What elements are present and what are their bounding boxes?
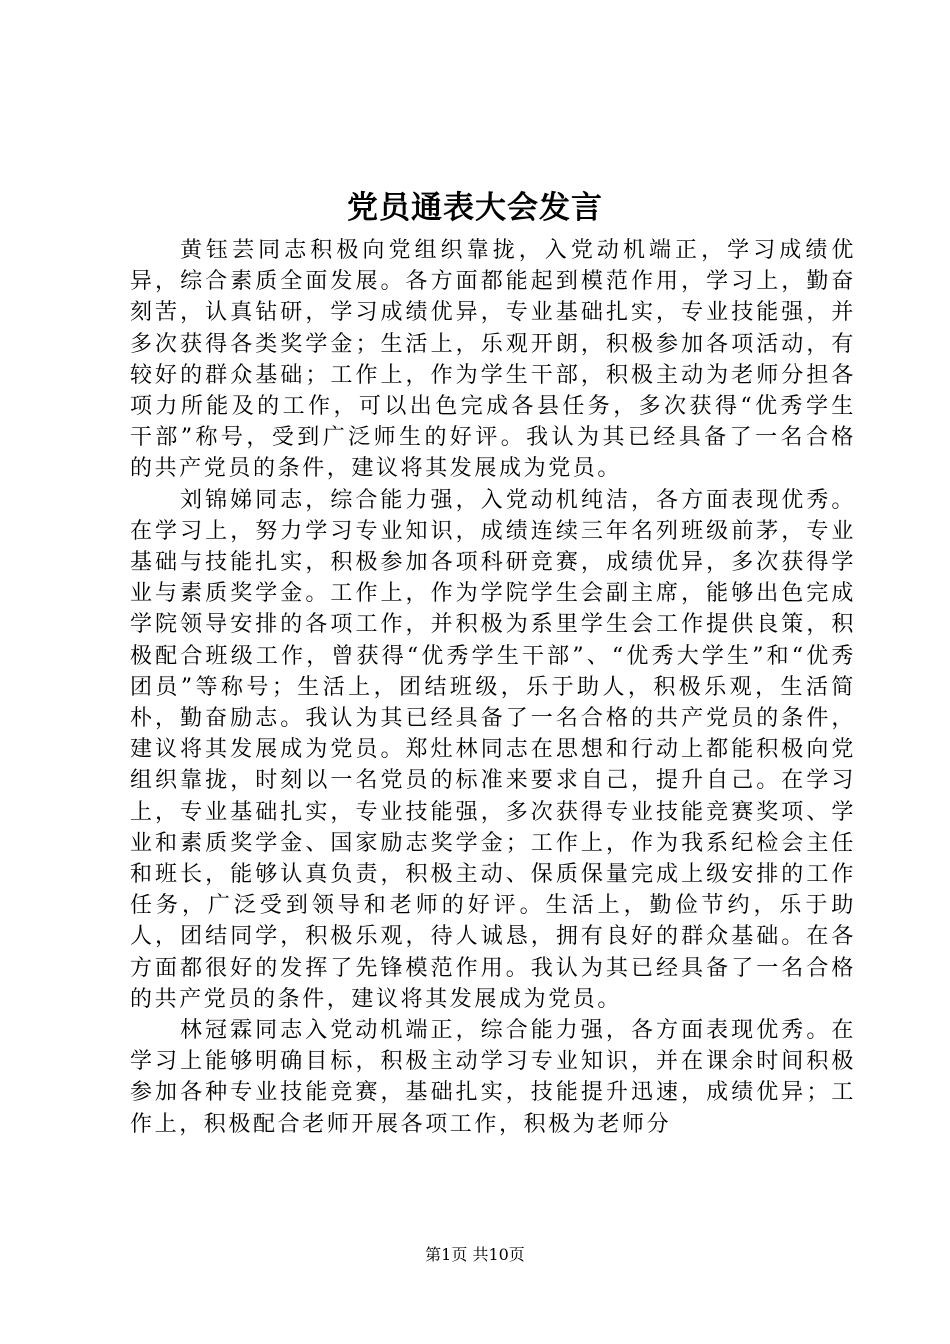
page-footer: 第1页 共10页	[425, 1245, 525, 1264]
paragraph: 黄钰芸同志积极向党组织靠拢，入党动机端正，学习成绩优异，综合素质全面发展。各方面都能起到模范作用，学习上，勤奋刻苦，认真钻研，学习成绩优异，专业基础扎实，专业技能强，并多次获得各类奖学金；生活上，乐观开朗，积极参加各项活动，有较好的群众基础；工作上，作为学生干部，积极主动为老师分担各项力所能及的工作，可以出色完成各县任务，多次获得“优秀学生干部”称号，受到广泛师生的好评。我认为其已经具备了一名合格的共产党员的条件，建议将其发展成为党员。	[130, 238, 856, 482]
paragraph: 刘锦娣同志，综合能力强，入党动机纯洁，各方面表现优秀。在学习上，努力学习专业知识，成绩连续三年名列班级前茅，专业基础与技能扎实，积极参加各项科研竞赛，成绩优异，多次获得学业与素质奖学金。工作上，作为学院学生会副主席，能够出色完成学院领导安排的各项工作，并积极为系里学生会工作提供良策，积极配合班级工作，曾获得“优秀学生干部”、“优秀大学生”和“优秀团员”等称号；生活上，团结班级，乐于助人，积极乐观，生活简朴，勤奋励志。我认为其已经具备了一名合格的共产党员的条件，建议将其发展成为党员。郑灶林同志在思想和行动上都能积极向党组织靠拢，时刻以一名党员的标准来要求自己，提升自己。在学习上，专业基础扎实，专业技能强，多次获得专业技能竞赛奖项、学业和素质奖学金、国家励志奖学金；工作上，作为我系纪检会主任和班长，能够认真负责，积极主动、保质保量完成上级安排的工作任务，广泛受到领导和老师的好评。生活上，勤俭节约，乐于助人，团结同学，积极乐观，待人诚恳，拥有良好的群众基础。在各方面都很好的发挥了先锋模范作用。我认为其已经具备了一名合格的共产党员的条件，建议将其发展成为党员。	[130, 487, 856, 1012]
paragraph: 林冠霖同志入党动机端正，综合能力强，各方面表现优秀。在学习上能够明确目标，积极主动学习专业知识，并在课余时间积极参加各种专业技能竞赛，基础扎实，技能提升迅速，成绩优异；工作上，积极配合老师开展各项工作，积极为老师分	[130, 1018, 856, 1137]
document-body	[130, 235, 856, 1140]
document-title: 党员通表大会发言	[347, 190, 603, 226]
